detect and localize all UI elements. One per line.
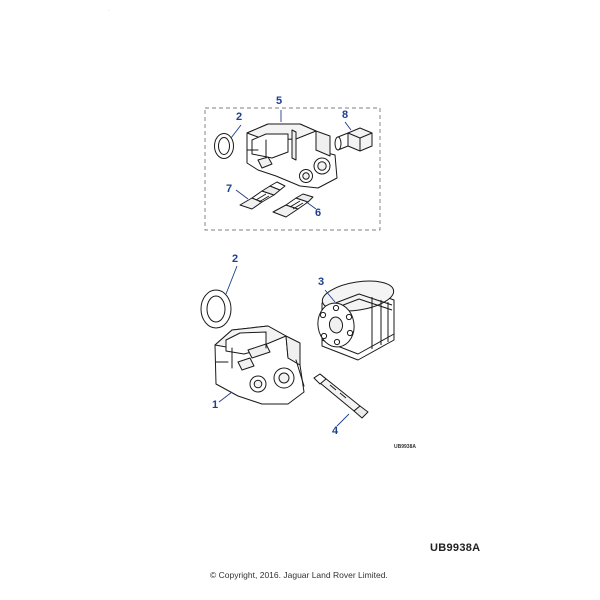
part-3-oil-filter	[315, 277, 396, 360]
part-2-sealing-ring-lower	[201, 290, 231, 328]
callout-1: 1	[212, 399, 219, 411]
part-1-oil-cooler-housing	[215, 326, 304, 404]
callout-8: 8	[342, 109, 349, 121]
part-2-sealing-ring-upper	[215, 134, 234, 159]
callout-2-top: 2	[236, 111, 243, 123]
callout-5: 5	[276, 95, 283, 107]
callout-3: 3	[318, 276, 325, 288]
callout-2-mid: 2	[232, 253, 239, 265]
inline-part-code: UB9938A	[394, 444, 416, 450]
part-code: UB9938A	[430, 542, 481, 554]
registration-mark: ·	[108, 8, 110, 14]
part-4-retaining-bolt	[314, 374, 368, 418]
callout-7: 7	[226, 183, 233, 195]
copyright-notice: © Copyright, 2016. Jaguar Land Rover Limited.	[210, 570, 388, 580]
callout-4: 4	[332, 425, 339, 437]
callout-6: 6	[315, 207, 322, 219]
part-6-oil-pressure-switch	[273, 194, 313, 217]
part-8-adaptor-plug	[335, 128, 372, 151]
part-5-upper-housing	[247, 124, 337, 188]
part-7-oil-temperature-sensor	[240, 182, 285, 209]
